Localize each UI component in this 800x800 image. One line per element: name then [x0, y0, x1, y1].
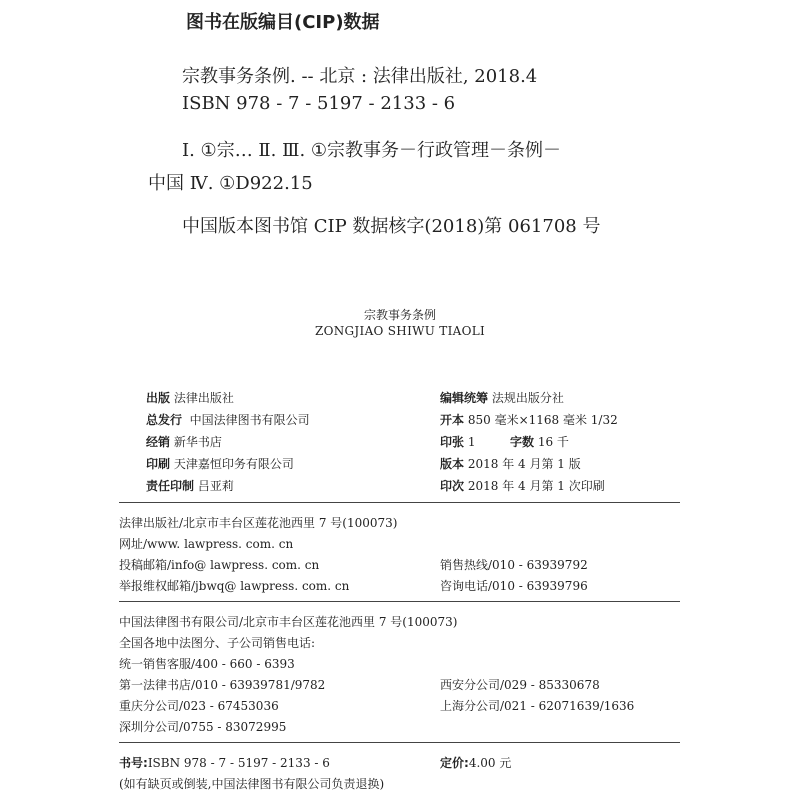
distributor-first-store: 第一法律书店/010 - 63939781/9782 [119, 678, 326, 692]
detail-value: 2018 年 4 月第 1 次印刷 [467, 479, 605, 493]
detail-label: 经销 [146, 435, 171, 449]
detail-format [440, 411, 618, 428]
detail-printer [146, 455, 294, 472]
divider [119, 502, 680, 503]
detail-print-manager [146, 477, 234, 494]
book-number-value: ISBN 978 - 7 - 5197 - 2133 - 6 [147, 756, 330, 770]
divider [119, 742, 680, 743]
distributor-shenzhen: 深圳分公司/0755 - 83072995 [119, 720, 287, 734]
detail-label: 版本 [440, 457, 465, 471]
detail-value: 天津嘉恒印务有限公司 [173, 457, 294, 471]
distributor-customer-service: 统一销售客服/400 - 660 - 6393 [119, 657, 295, 671]
detail-value: 16 千 [537, 435, 569, 449]
detail-value: 中国法律图书有限公司 [189, 413, 310, 427]
cip-isbn-line: ISBN 978 - 7 - 5197 - 2133 - 6 [182, 93, 456, 114]
cip-record-number: 中国版本图书馆 CIP 数据核字(2018)第 061708 号 [182, 216, 601, 237]
price-label: 定价: [440, 756, 469, 770]
detail-value: 2018 年 4 月第 1 版 [467, 457, 581, 471]
detail-label: 开本 [440, 413, 465, 427]
detail-label: 字数 [510, 435, 535, 449]
detail-label: 总发行 [146, 413, 183, 427]
publisher-address: 法律出版社/北京市丰台区莲花池西里 7 号(100073) [119, 516, 398, 530]
cip-heading: 图书在版编目(CIP)数据 [186, 12, 380, 33]
detail-label: 责任印制 [146, 479, 195, 493]
cip-title-line: 宗教事务条例. -- 北京 : 法律出版社, 2018.4 [182, 66, 538, 87]
detail-label: 印刷 [146, 457, 171, 471]
price [440, 754, 511, 771]
detail-value: 法规出版分社 [491, 391, 564, 405]
book-number-label: 书号: [119, 756, 148, 770]
cip-classification-line-2: 中国 Ⅳ. ①D922.15 [148, 173, 313, 194]
publisher-inquiry-phone: 咨询电话/010 - 63939796 [440, 579, 588, 593]
publisher-website: 网址/www. lawpress. com. cn [119, 537, 294, 551]
publisher-report-email: 举报维权邮箱/jbwq@ lawpress. com. cn [119, 579, 350, 593]
detail-label: 印次 [440, 479, 465, 493]
book-number [119, 754, 330, 771]
detail-value: 850 毫米×1168 毫米 1/32 [467, 413, 618, 427]
book-title-pinyin: ZONGJIAO SHIWU TIAOLI [314, 324, 486, 338]
distributor-shanghai: 上海分公司/021 - 62071639/1636 [440, 699, 635, 713]
detail-value: 1 [467, 435, 476, 449]
detail-value: 法律出版社 [173, 391, 234, 405]
detail-printing [440, 477, 605, 494]
detail-label: 印张 [440, 435, 465, 449]
publisher-submit-email: 投稿邮箱/info@ lawpress. com. cn [119, 558, 320, 572]
detail-value: 新华书店 [173, 435, 222, 449]
detail-label: 编辑统筹 [440, 391, 489, 405]
divider [119, 601, 680, 602]
detail-edition [440, 455, 581, 472]
cip-classification-line: Ⅰ. ①宗… Ⅱ. Ⅲ. ①宗教事务－行政管理－条例－ [182, 140, 562, 161]
detail-sheets [440, 433, 475, 450]
price-value: 4.00 元 [468, 756, 512, 770]
detail-value: 吕亚莉 [197, 479, 234, 493]
distributor-xian: 西安分公司/029 - 85330678 [440, 678, 600, 692]
detail-word-count [510, 433, 569, 450]
detail-seller [146, 433, 222, 450]
detail-general-distributor [146, 411, 310, 428]
distributor-branches-heading: 全国各地中法图分、子公司销售电话: [119, 636, 316, 650]
distributor-chongqing: 重庆分公司/023 - 67453036 [119, 699, 279, 713]
detail-editor [440, 389, 564, 406]
detail-label: 出版 [146, 391, 171, 405]
detail-publisher [146, 389, 234, 406]
publisher-sales-hotline: 销售热线/010 - 63939792 [440, 558, 588, 572]
book-title-chinese: 宗教事务条例 [363, 308, 436, 322]
distributor-address: 中国法律图书有限公司/北京市丰台区莲花池西里 7 号(100073) [119, 615, 458, 629]
replacement-notice: (如有缺页或倒装,中国法律图书有限公司负责退换) [119, 777, 385, 791]
